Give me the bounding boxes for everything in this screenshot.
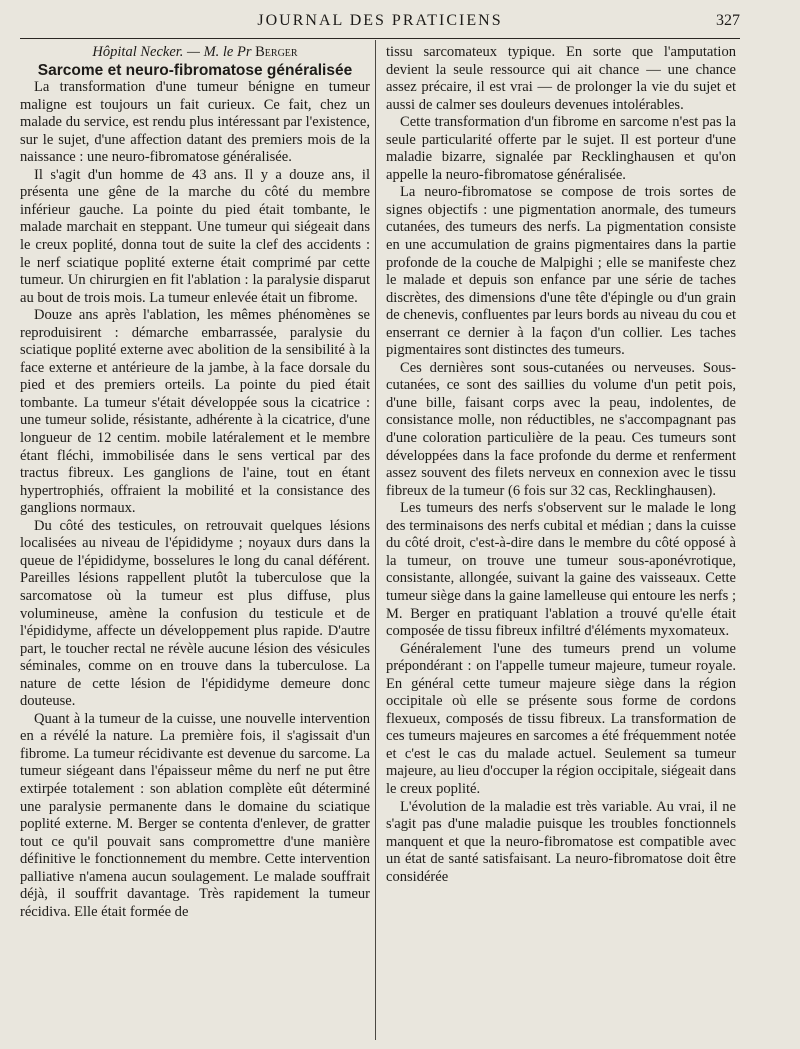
article-author: Berger — [255, 44, 298, 60]
page-header — [20, 8, 740, 34]
paragraph: Cette transformation d'un fibrome en sarcome n'est pas la seule particularité offerte par le sujet. Il est porteur d'une maladie bizarre, signalée par Recklinghausen et qu'on appelle la neuro-fibromatose généralisée. — [386, 114, 736, 183]
article-source — [20, 44, 370, 62]
paragraph-continued: tissu sarcomateux typique. En sorte que l'amputation devient la seule ressource qui ait chance — une chance assez précaire, il est vrai — de prolonger la vie du sujet et aussi de calmer ses douleurs devenues intolérables. — [386, 44, 736, 113]
paragraph: La transformation d'une tumeur bénigne en tumeur maligne est toujours un fait curieux. Ce fait, chez un malade du service, est rendu plus intéressant par l'existence, sur le sujet, d'une affection datant des premiers mois de la naissance : une neuro-fibromatose généralisée. — [20, 79, 370, 166]
paragraph: L'évolution de la maladie est très variable. Au vrai, il ne s'agit pas d'une maladie puisque les troubles fonctionnels manquent et que la neuro-fibromatose est compatible avec un état de santé satisfaisant. La neuro-fibromatose doit être considérée — [386, 798, 736, 885]
paragraph: Généralement l'une des tumeurs prend un volume prépondérant : on l'appelle tumeur majeure, tumeur royale. En général cette tumeur majeure siège dans la région occipitale où elle se présente sous forme de cordons flexueux, composés de tissu fibreux. La transformation de ces tumeurs majeures en sarcomes a été fréquemment notée et c'est le cas du malade actuel. Seulement sa tumeur majeure, au lieu d'occuper la région occipitale, siégeait dans le creux poplité. — [386, 640, 736, 797]
running-title: JOURNAL DES PRATICIENS — [257, 12, 503, 29]
paragraph: Quant à la tumeur de la cuisse, une nouvelle intervention en a révélé la nature. La première fois, il s'agissait d'un fibrome. La tumeur récidivante est devenue du sarcome. La tumeur siégeant dans l'épaisseur même du nerf ne put être extirpée totalement : son ablation complète eût déterminé une paralysie permanente dans le domaine du sciatique poplité externe. M. Berger se contenta d'enlever, de gratter tout ce qu'il pouvait sans compromettre d'une manière définitive le fonctionnement du membre. Cette intervention palliative n'amena aucun soulagement. Le malade souffrait déjà, il souffrit davantage. Très rapidement la tumeur récidiva. Elle était formée de — [20, 710, 370, 920]
paragraph: La neuro-fibromatose se compose de trois sortes de signes objectifs : une pigmentation anormale, des tumeurs cutanées, des tumeurs des nerfs. La pigmentation consiste en une accumulation de grains pigmentaires dans la partie profonde de la couche de Malpighi ; elle se manifeste chez le malade et depuis son enfance par une série de taches discrètes, des dimensions d'une tête d'épingle ou d'un grain de chenevis, confluentes par leurs bords au niveau du cou et enserrant ce dernier à la façon d'un collier. Les taches pigmentaires sont distinctes des tumeurs. — [386, 184, 736, 359]
paragraph: Il s'agit d'un homme de 43 ans. Il y a douze ans, il présenta une gêne de la marche du côté du membre inférieur gauche. La pointe du pied était tombante, le malade marchait en steppant. Une tumeur qui siégeait dans le creux poplité, donna tout de suite la clef des accidents : le nerf sciatique poplité externe était comprimé par cette tumeur. Un chirurgien en fit l'ablation : la paralysie disparut au bout de trois mois. La tumeur enlevée était un fibrome. — [20, 166, 370, 306]
header-rule — [20, 38, 740, 39]
article-source-text: Hôpital Necker. — M. le Pr — [92, 44, 252, 60]
paragraph: Douze ans après l'ablation, les mêmes phénomènes se reproduisirent : démarche embarrassée, paralysie du sciatique poplité externe avec abolition de la sensibilité à la face externe et antérieure de la jambe, à la face dorsale du pied et des premiers orteils. La pointe du pied était tombante. La tumeur s'était développée sous la cicatrice : une tumeur solide, résistante, adhérente à la cicatrice, d'une longueur de 12 centim. mobile latéralement et le membre étant fléchi, immobilisée dans le sens vertical par des tractus fibreux. Les ganglions de l'aine, tout en étant hypertrophiés, offraient la mobilité et la consistance des ganglions normaux. — [20, 307, 370, 517]
right-column — [386, 44, 736, 886]
article-title: Sarcome et neuro-fibromatose généralisée — [37, 61, 353, 79]
paragraph: Les tumeurs des nerfs s'observent sur le malade le long des terminaisons des nerfs cubital et médian ; dans la cuisse du côté droit, c'est-à-dire dans le membre du côté opposé à la tumeur, on trouve une tumeur sous-aponévrotique, consistante, allongée, suivant la gaine des vaisseaux. Cette tumeur siège dans la gaine lamelleuse qui entoure les nerfs ; M. Berger en pratiquant l'ablation a trouvé qu'elle était composée de tissu fibreux infiltré d'éléments myxomateux. — [386, 500, 736, 640]
paragraph: Du côté des testicules, on retrouvait quelques lésions localisées au niveau de l'épididyme ; noyaux durs dans la queue de l'épididyme, bosselures le long du canal déférent. Pareilles lésions rappellent plutôt la tuberculose que la sarcomatose où la tumeur est plus diffuse, plus volumineuse, amène la confusion du testicule et de l'épididyme, affecte un développement plus rapide. D'autre part, le toucher rectal ne révèle aucune lésion des vésicules séminales, comme on en trouve dans la tuberculose. La nature de cette lésion de l'épididyme demeure donc douteuse. — [20, 517, 370, 710]
left-column — [20, 44, 370, 921]
paragraph: Ces dernières sont sous-cutanées ou nerveuses. Sous-cutanées, ce sont des saillies du volume d'un petit pois, d'une bille, faisant corps avec la peau, indolentes, de consistance molle, non réductibles, ne s'accompagnant pas d'une coloration particulière de la peau. Ces tumeurs sont développées dans la face profonde du derme et renferment assez souvent des filets nerveux en connexion avec le tissu fibreux de la tumeur (6 fois sur 32 cas, Recklinghausen). — [386, 359, 736, 499]
column-divider — [375, 40, 376, 1040]
page-number: 327 — [716, 12, 740, 29]
